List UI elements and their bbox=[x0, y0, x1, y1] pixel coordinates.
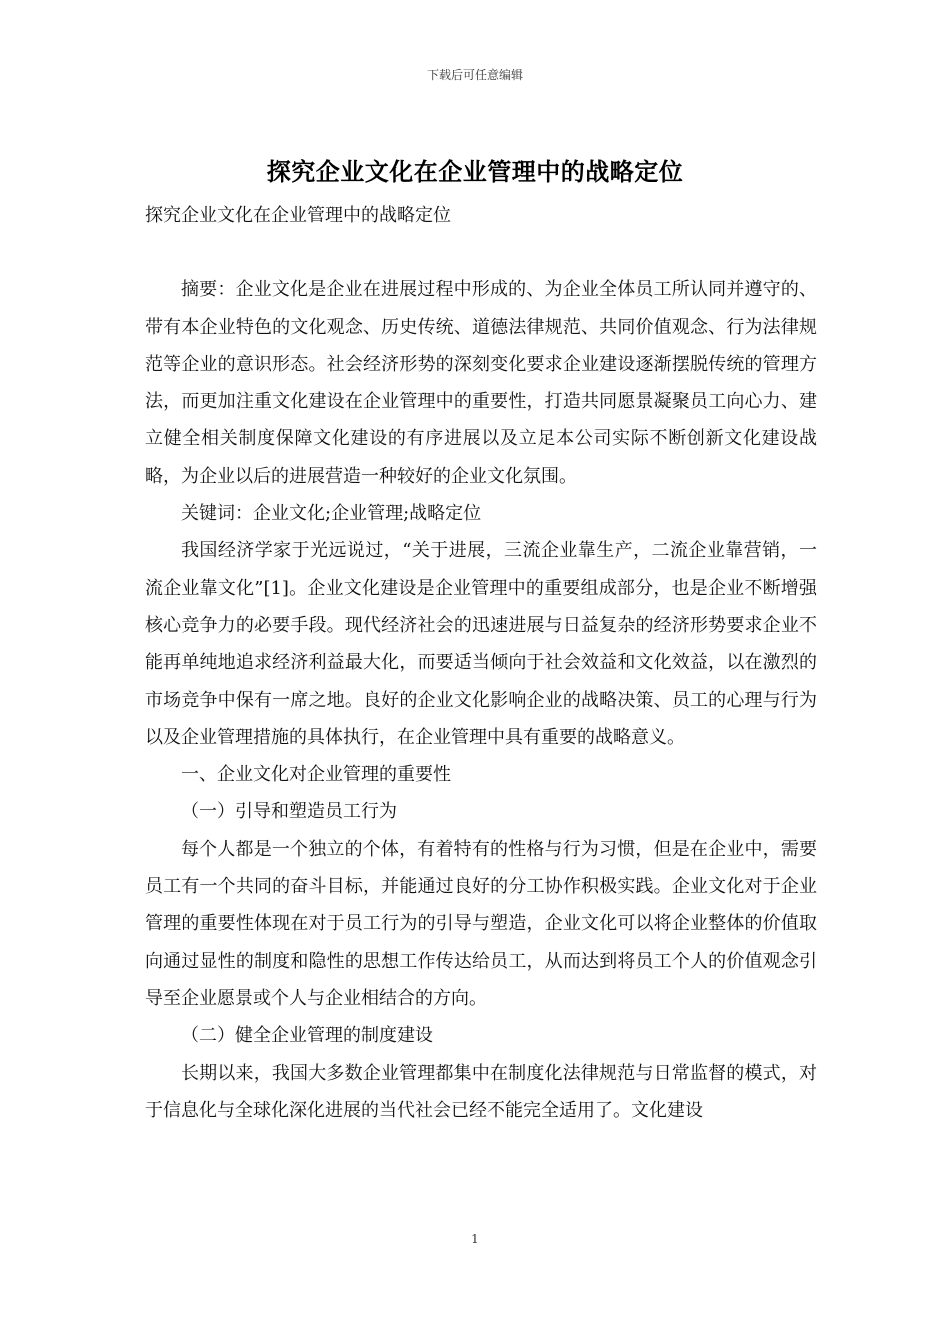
keywords-paragraph: 关键词：企业文化;企业管理;战略定位 bbox=[181, 503, 482, 525]
subsection-heading-1: （一）引导和塑造员工行为 bbox=[181, 801, 397, 823]
subtitle: 探究企业文化在企业管理中的战略定位 bbox=[145, 205, 451, 226]
subsection-2-paragraph: 长期以来，我国大多数企业管理都集中在制度化法律规范与日常监督的模式，对于信息化与全球化深化进展的当代社会已经不能完全适用了。文化建设 bbox=[145, 1062, 817, 1121]
header-note: 下载后可任意编辑 bbox=[426, 68, 523, 82]
document-title: 探究企业文化在企业管理中的战略定位 bbox=[266, 158, 684, 186]
page-number: 1 bbox=[471, 1232, 479, 1246]
subsection-1-paragraph: 每个人都是一个独立的个体，有着特有的性格与行为习惯，但是在企业中，需要员工有一个共同的奋斗目标，并能通过良好的分工协作积极实践。企业文化对于企业管理的重要性体现在对于员工行为的引导与塑造，企业文化可以将企业整体的价值取向通过显性的制度和隐性的思想工作传达给员工，从而达到将员工个人的价值观念引导至企业愿景或个人与企业相结合的方向。 bbox=[145, 838, 817, 1009]
document-body bbox=[145, 197, 817, 1129]
intro-paragraph: 我国经济学家于光远说过，“关于进展，三流企业靠生产，二流企业靠营销，一流企业靠文化”[1]。企业文化建设是企业管理中的重要组成部分，也是企业不断增强核心竞争力的必要手段。现代经济社会的迅速进展与日益复杂的经济形势要求企业不能再单纯地追求经济利益最大化，而要适当倾向于社会效益和文化效益，以在激烈的市场竞争中保有一席之地。良好的企业文化影响企业的战略决策、员工的心理与行为以及企业管理措施的具体执行，在企业管理中具有重要的战略意义。 bbox=[145, 540, 817, 748]
section-heading-1: 一、企业文化对企业管理的重要性 bbox=[181, 764, 451, 786]
subsection-heading-2: （二）健全企业管理的制度建设 bbox=[181, 1025, 433, 1047]
blank-line bbox=[145, 234, 817, 271]
abstract-paragraph: 摘要：企业文化是企业在进展过程中形成的、为企业全体员工所认同并遵守的、带有本企业特色的文化观念、历史传统、道德法律规范、共同价值观念、行为法律规范等企业的意识形态。社会经济形势的深刻变化要求企业建设逐渐摆脱传统的管理方法，而更加注重文化建设在企业管理中的重要性，打造共同愿景凝聚员工向心力、建立健全相关制度保障文化建设的有序进展以及立足本公司实际不断创新文化建设战略，为企业以后的进展营造一种较好的企业文化氛围。 bbox=[145, 279, 817, 487]
